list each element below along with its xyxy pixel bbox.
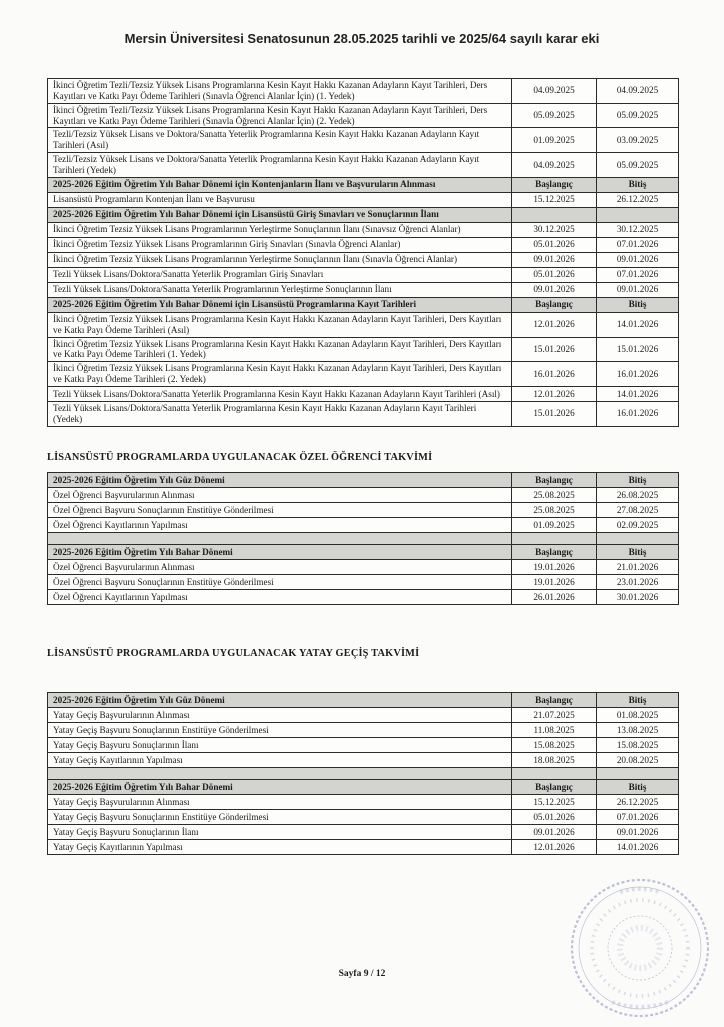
start-date: 05.01.2026 <box>512 810 597 825</box>
end-date: 20.08.2025 <box>597 753 679 768</box>
table-row <box>48 103 679 128</box>
table-section-header-row <box>48 297 679 312</box>
start-date: 12.01.2026 <box>512 312 597 337</box>
table-row <box>48 337 679 362</box>
end-date: 27.08.2025 <box>597 503 679 518</box>
event-description: İkinci Öğretim Tezli/Tezsiz Yüksek Lisans Programlarına Kesin Kayıt Hakkı Kazanan Adayların Kayıt Tarihleri, Ders Kayıtları ve Katkı Payı Ödeme Tarihleri (Sınavla Öğrenci Alanlar İçin) (1. Yedek) <box>48 79 512 104</box>
event-description: Yatay Geçiş Kayıtlarının Yapılması <box>48 753 512 768</box>
start-date: 11.08.2025 <box>512 723 597 738</box>
table-row <box>48 575 679 590</box>
event-description: Yatay Geçiş Başvuru Sonuçlarının Enstitüye Gönderilmesi <box>48 810 512 825</box>
end-date: 09.01.2026 <box>597 252 679 267</box>
event-description: İkinci Öğretim Tezsiz Yüksek Lisans Programlarına Kesin Kayıt Hakkı Kazanan Adayların Kayıt Tarihleri, Ders Kayıtları ve Katkı Payı Ödeme Tarihleri (Asıl) <box>48 312 512 337</box>
start-date: Başlangıç <box>512 780 597 795</box>
event-description: Lisansüstü Programların Kontenjan İlanı ve Başvurusu <box>48 192 512 207</box>
start-date: 21.07.2025 <box>512 708 597 723</box>
start-date: Başlangıç <box>512 177 597 192</box>
table-row <box>48 192 679 207</box>
lateral-transfer-calendar-table <box>47 692 679 855</box>
event-description: Özel Öğrenci Başvurularının Alınması <box>48 488 512 503</box>
end-date: 09.01.2026 <box>597 825 679 840</box>
start-date: 05.01.2026 <box>512 237 597 252</box>
table-section-header-row <box>48 473 679 488</box>
end-date: 13.08.2025 <box>597 723 679 738</box>
table-row <box>48 738 679 753</box>
event-description: İkinci Öğretim Tezsiz Yüksek Lisans Programlarına Kesin Kayıt Hakkı Kazanan Adayların Kayıt Tarihleri, Ders Kayıtları ve Katkı Payı Ödeme Tarihleri (2. Yedek) <box>48 362 512 387</box>
table-row <box>48 560 679 575</box>
end-date: 05.09.2025 <box>597 103 679 128</box>
table-row <box>48 753 679 768</box>
start-date: 05.01.2026 <box>512 267 597 282</box>
start-date: 09.01.2026 <box>512 282 597 297</box>
start-date: 19.01.2026 <box>512 560 597 575</box>
end-date: 26.12.2025 <box>597 795 679 810</box>
start-date: 05.09.2025 <box>512 103 597 128</box>
start-date <box>512 533 597 545</box>
table-row <box>48 222 679 237</box>
event-description: Tezli/Tezsiz Yüksek Lisans ve Doktora/Sanatta Yeterlik Programlarına Kesin Kayıt Hakkı Kazanan Adayların Kayıt Tarihleri (Yedek) <box>48 153 512 178</box>
table-row <box>48 153 679 178</box>
table-row <box>48 488 679 503</box>
end-date: 02.09.2025 <box>597 518 679 533</box>
event-description: Yatay Geçiş Başvurularının Alınması <box>48 795 512 810</box>
end-date: 30.12.2025 <box>597 222 679 237</box>
end-date: 16.01.2026 <box>597 362 679 387</box>
start-date: Başlangıç <box>512 545 597 560</box>
end-date: 14.01.2026 <box>597 387 679 402</box>
event-description: 2025-2026 Eğitim Öğretim Yılı Bahar Dönemi için Lisansüstü Giriş Sınavları ve Sonuçlarının İlanı <box>48 207 512 222</box>
table-spacer-row <box>48 768 679 780</box>
event-description: 2025-2026 Eğitim Öğretim Yılı Bahar Dönemi için Kontenjanların İlanı ve Başvuruların Alınması <box>48 177 512 192</box>
end-date: 14.01.2026 <box>597 312 679 337</box>
start-date: 15.12.2025 <box>512 192 597 207</box>
start-date: 12.01.2026 <box>512 840 597 855</box>
end-date: Bitiş <box>597 693 679 708</box>
start-date: 01.09.2025 <box>512 128 597 153</box>
start-date: 15.08.2025 <box>512 738 597 753</box>
table-row <box>48 267 679 282</box>
start-date: 15.01.2026 <box>512 337 597 362</box>
section-title-ozel-ogrenci: LİSANSÜSTÜ PROGRAMLARDA UYGULANACAK ÖZEL ÖĞRENCİ TAKVİMİ <box>47 452 433 463</box>
start-date: 12.01.2026 <box>512 387 597 402</box>
table-row <box>48 252 679 267</box>
table-section-header-row <box>48 693 679 708</box>
table-row <box>48 79 679 104</box>
table-row <box>48 518 679 533</box>
event-description: Tezli Yüksek Lisans/Doktora/Sanatta Yeterlik Programlarına Kesin Kayıt Hakkı Kazanan Adayların Kayıt Tarihleri (Asıl) <box>48 387 512 402</box>
end-date <box>597 207 679 222</box>
event-description: Tezli/Tezsiz Yüksek Lisans ve Doktora/Sanatta Yeterlik Programlarına Kesin Kayıt Hakkı Kazanan Adayların Kayıt Tarihleri (Asıl) <box>48 128 512 153</box>
table-row <box>48 825 679 840</box>
end-date: Bitiş <box>597 545 679 560</box>
event-description <box>48 533 512 545</box>
start-date: 30.12.2025 <box>512 222 597 237</box>
end-date: 26.08.2025 <box>597 488 679 503</box>
section-title-yatay-gecis: LİSANSÜSTÜ PROGRAMLARDA UYGULANACAK YATAY GEÇİŞ TAKVİMİ <box>47 648 420 659</box>
end-date <box>597 768 679 780</box>
event-description: 2025-2026 Eğitim Öğretim Yılı Güz Dönemi <box>48 693 512 708</box>
event-description: İkinci Öğretim Tezsiz Yüksek Lisans Programlarına Kesin Kayıt Hakkı Kazanan Adayların Kayıt Tarihleri, Ders Kayıtları ve Katkı Payı Ödeme Tarihleri (1. Yedek) <box>48 337 512 362</box>
event-description: Özel Öğrenci Başvuru Sonuçlarının Enstitüye Gönderilmesi <box>48 575 512 590</box>
end-date: 15.08.2025 <box>597 738 679 753</box>
table-row <box>48 810 679 825</box>
start-date: 18.08.2025 <box>512 753 597 768</box>
end-date: 03.09.2025 <box>597 128 679 153</box>
event-description <box>48 768 512 780</box>
event-description: 2025-2026 Eğitim Öğretim Yılı Güz Dönemi <box>48 473 512 488</box>
event-description: Özel Öğrenci Başvuru Sonuçlarının Enstitüye Gönderilmesi <box>48 503 512 518</box>
event-description: Tezli Yüksek Lisans/Doktora/Sanatta Yeterlik Programlarına Kesin Kayıt Hakkı Kazanan Adayların Kayıt Tarihleri (Yedek) <box>48 402 512 427</box>
end-date: 26.12.2025 <box>597 192 679 207</box>
event-description: 2025-2026 Eğitim Öğretim Yılı Bahar Dönemi <box>48 545 512 560</box>
start-date: 15.12.2025 <box>512 795 597 810</box>
table-row <box>48 590 679 605</box>
table-section-header-row <box>48 207 679 222</box>
end-date: 01.08.2025 <box>597 708 679 723</box>
table-section-header-row <box>48 545 679 560</box>
event-description: İkinci Öğretim Tezsiz Yüksek Lisans Programlarının Yerleştirme Sonuçlarının İlanı (Sınavla Öğrenci Alanlar) <box>48 252 512 267</box>
start-date: 16.01.2026 <box>512 362 597 387</box>
end-date: 15.01.2026 <box>597 337 679 362</box>
circular-seal-icon <box>560 876 720 1022</box>
university-seal-stamp <box>560 876 720 1022</box>
end-date: 07.01.2026 <box>597 810 679 825</box>
table-row <box>48 237 679 252</box>
table-row <box>48 840 679 855</box>
table-row <box>48 128 679 153</box>
start-date <box>512 768 597 780</box>
start-date: 01.09.2025 <box>512 518 597 533</box>
event-description: Tezli Yüksek Lisans/Doktora/Sanatta Yeterlik Programları Giriş Sınavları <box>48 267 512 282</box>
event-description: Özel Öğrenci Kayıtlarının Yapılması <box>48 518 512 533</box>
event-description: Özel Öğrenci Başvurularının Alınması <box>48 560 512 575</box>
event-description: Yatay Geçiş Kayıtlarının Yapılması <box>48 840 512 855</box>
event-description: İkinci Öğretim Tezli/Tezsiz Yüksek Lisans Programlarına Kesin Kayıt Hakkı Kazanan Adayların Kayıt Tarihleri, Ders Kayıtları ve Katkı Payı Ödeme Tarihleri (Sınavla Öğrenci Alanlar İçin) (2. Yedek) <box>48 103 512 128</box>
table-row <box>48 503 679 518</box>
event-description: 2025-2026 Eğitim Öğretim Yılı Bahar Dönemi <box>48 780 512 795</box>
event-description: Yatay Geçiş Başvuru Sonuçlarının İlanı <box>48 738 512 753</box>
end-date: 07.01.2026 <box>597 267 679 282</box>
end-date: 14.01.2026 <box>597 840 679 855</box>
table-row <box>48 795 679 810</box>
special-student-calendar-table <box>47 472 679 605</box>
admission-calendar-table <box>47 78 679 427</box>
event-description: Yatay Geçiş Başvuru Sonuçlarının İlanı <box>48 825 512 840</box>
end-date: 09.01.2026 <box>597 282 679 297</box>
start-date: 26.01.2026 <box>512 590 597 605</box>
end-date: 21.01.2026 <box>597 560 679 575</box>
end-date <box>597 533 679 545</box>
end-date: 23.01.2026 <box>597 575 679 590</box>
event-description: Yatay Geçiş Başvurularının Alınması <box>48 708 512 723</box>
event-description: İkinci Öğretim Tezsiz Yüksek Lisans Programlarının Giriş Sınavları (Sınavla Öğrenci Alanlar) <box>48 237 512 252</box>
start-date: Başlangıç <box>512 473 597 488</box>
table-row <box>48 282 679 297</box>
table-row <box>48 708 679 723</box>
table-section-header-row <box>48 780 679 795</box>
end-date: 16.01.2026 <box>597 402 679 427</box>
end-date: Bitiş <box>597 297 679 312</box>
table-section-header-row <box>48 177 679 192</box>
start-date: Başlangıç <box>512 297 597 312</box>
page-number: Sayfa 9 / 12 <box>338 969 386 979</box>
event-description: Tezli Yüksek Lisans/Doktora/Sanatta Yeterlik Programlarının Yerleştirme Sonuçlarının İlanı <box>48 282 512 297</box>
start-date: 09.01.2026 <box>512 252 597 267</box>
end-date: Bitiş <box>597 780 679 795</box>
end-date: 07.01.2026 <box>597 237 679 252</box>
start-date: 25.08.2025 <box>512 488 597 503</box>
start-date: 09.01.2026 <box>512 825 597 840</box>
start-date: 04.09.2025 <box>512 153 597 178</box>
start-date <box>512 207 597 222</box>
event-description: 2025-2026 Eğitim Öğretim Yılı Bahar Dönemi için Lisansüstü Programlarına Kayıt Tarihleri <box>48 297 512 312</box>
table-row <box>48 387 679 402</box>
start-date: Başlangıç <box>512 693 597 708</box>
page-title: Mersin Üniversitesi Senatosunun 28.05.2025 tarihli ve 2025/64 sayılı karar eki <box>124 31 600 46</box>
start-date: 19.01.2026 <box>512 575 597 590</box>
end-date: 05.09.2025 <box>597 153 679 178</box>
event-description: Yatay Geçiş Başvuru Sonuçlarının Enstitüye Gönderilmesi <box>48 723 512 738</box>
table-spacer-row <box>48 533 679 545</box>
table-row <box>48 362 679 387</box>
end-date: Bitiş <box>597 473 679 488</box>
start-date: 04.09.2025 <box>512 79 597 104</box>
end-date: 04.09.2025 <box>597 79 679 104</box>
start-date: 25.08.2025 <box>512 503 597 518</box>
event-description: İkinci Öğretim Tezsiz Yüksek Lisans Programlarının Yerleştirme Sonuçlarının İlanı (Sınavsız Öğrenci Alanlar) <box>48 222 512 237</box>
table-row <box>48 402 679 427</box>
table-row <box>48 723 679 738</box>
start-date: 15.01.2026 <box>512 402 597 427</box>
event-description: Özel Öğrenci Kayıtlarının Yapılması <box>48 590 512 605</box>
end-date: Bitiş <box>597 177 679 192</box>
end-date: 30.01.2026 <box>597 590 679 605</box>
table-row <box>48 312 679 337</box>
